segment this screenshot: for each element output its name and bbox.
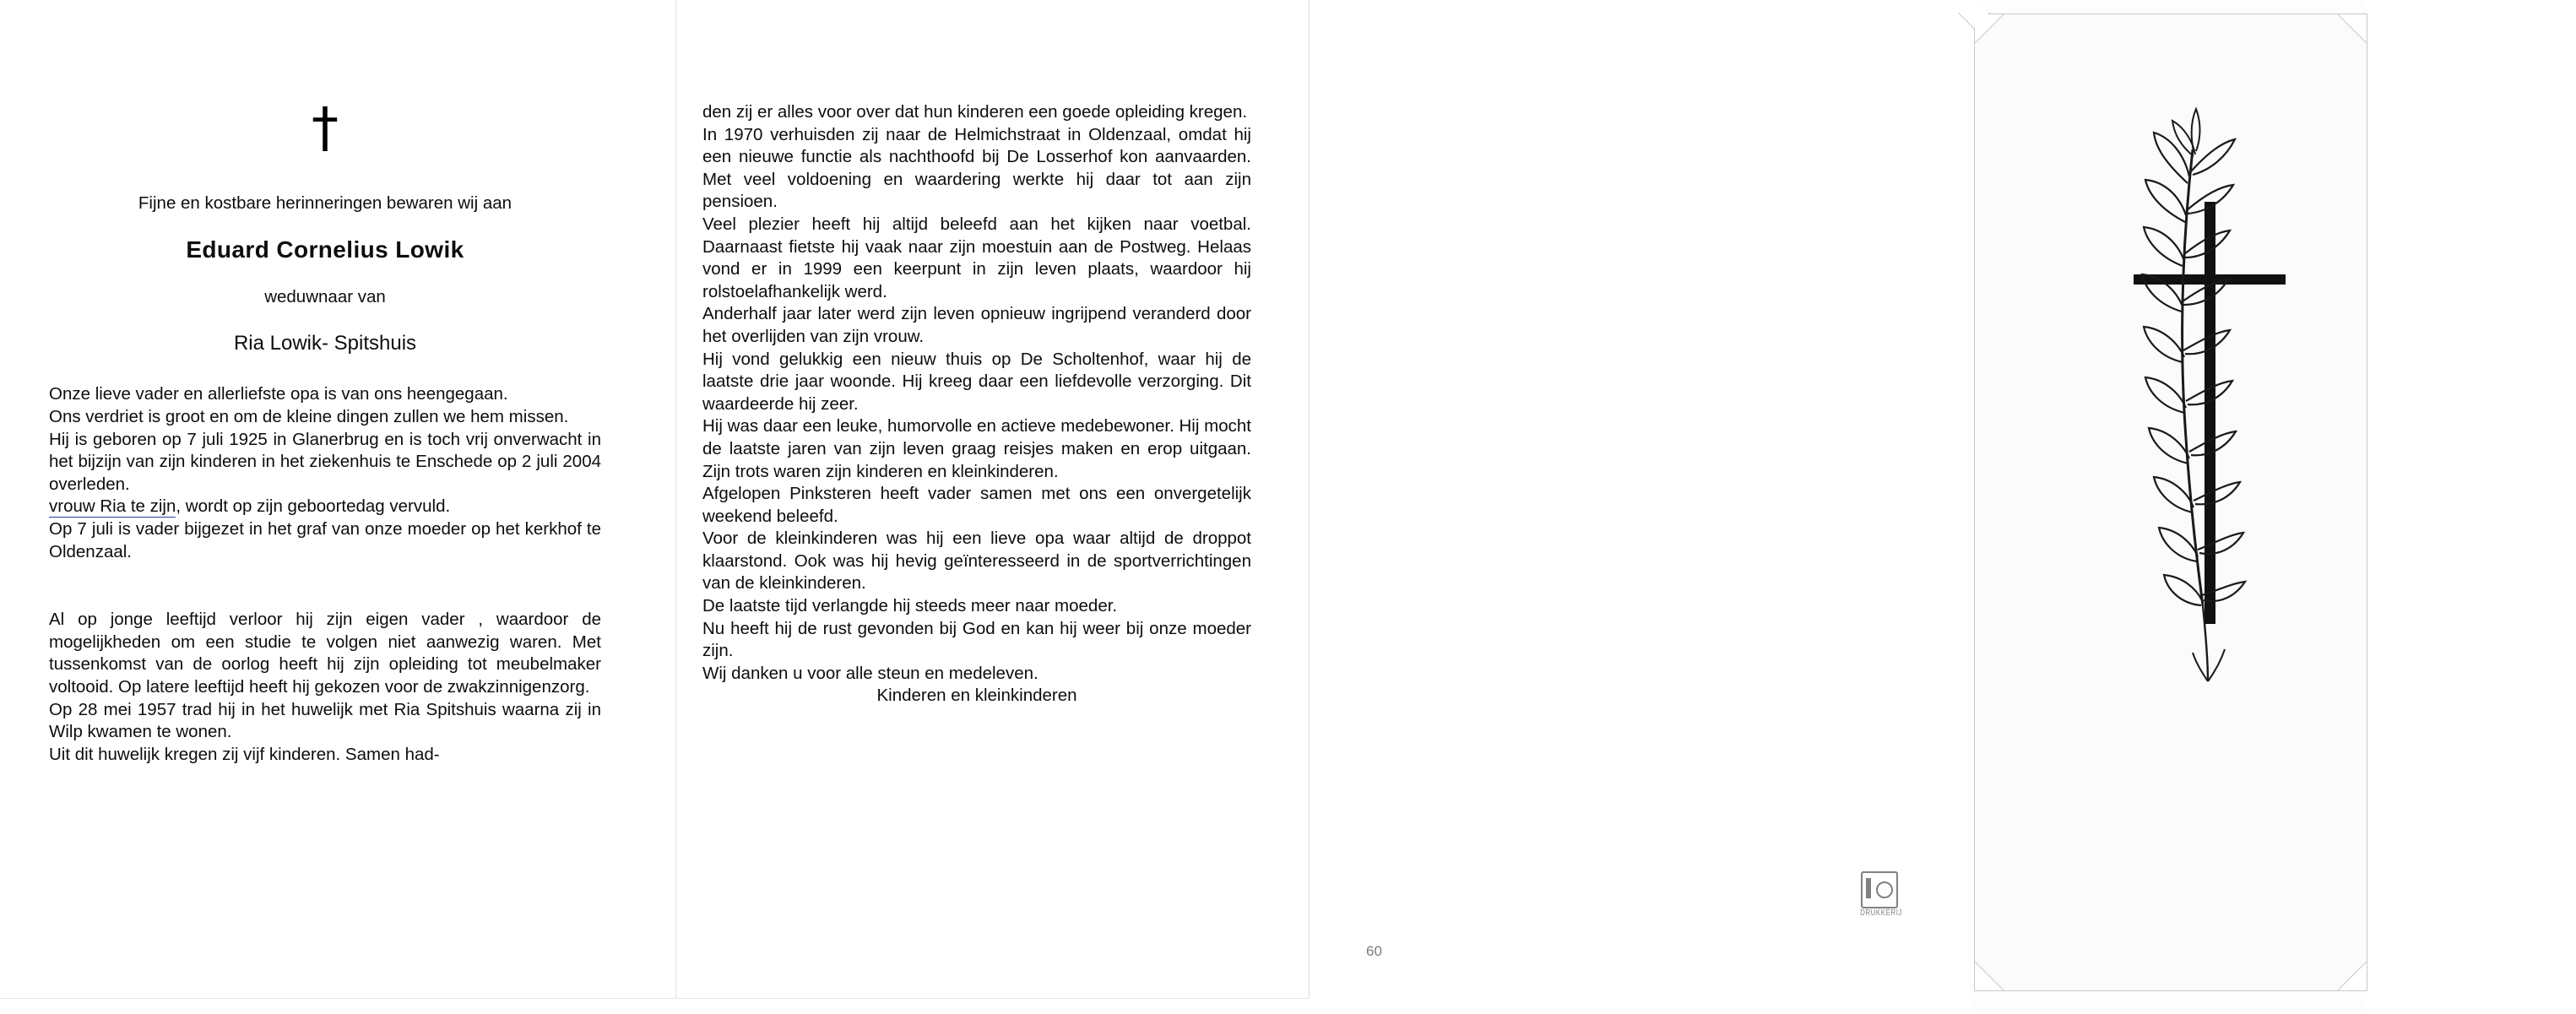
printer-logo-icon <box>1857 870 1905 929</box>
spouse-name: Ria Lowik- Spitshuis <box>233 331 417 355</box>
paragraph: Ons verdriet is groot en om de kleine dingen zullen we hem missen. <box>49 406 569 426</box>
paragraph-text: Hij is geboren op 7 juli 1925 in Glanerbrug en is toch vrij onverwacht in het bijzijn van zijn kinderen in het ziekenhuis te Enschede op 2 juli 2004 overleden. <box>49 429 601 494</box>
paragraph: Voor de kleinkinderen was hij een lieve opa waar altijd de droppot klaarstond. Ook was hij hevig geïnteresseerd in de sportverrichtingen van de kleinkinderen. <box>702 529 1251 594</box>
underlined-phrase: vrouw Ria te zijn <box>49 496 176 517</box>
scan-background-right <box>2366 0 2576 1013</box>
paragraph: Uit dit huwelijk kregen zij vijf kinderen. Samen had- <box>49 744 440 764</box>
cross-with-branch-illustration <box>1975 14 2367 990</box>
closing-thanks: Wij danken u voor alle steun en medeleven. <box>702 663 1039 683</box>
text-column-right <box>702 101 1251 708</box>
paragraph: Op 7 juli is vader bijgezet in het graf van onze moeder op het kerkhof te Oldenzaal. <box>49 518 601 561</box>
scan-background-middle <box>1311 0 1974 1013</box>
paragraph: Veel plezier heeft hij altijd beleefd aan het kijken naar voetbal. Daarnaast fietste hij vaak naar zijn moestuin aan de Postweg. Helaas vond er in 1999 een keerpunt in zijn leven plaats, waardoor hij rolstoelafhankelijk werd. <box>702 214 1251 301</box>
paragraph: In 1970 verhuisden zij naar de Helmichstraat in Oldenzaal, omdat hij een nieuwe functie als nachthoofd bij De Losserhof kon aanvaarden. Met veel voldoening en waardering werkte hij daar tot aan zijn pensioen. <box>702 124 1251 212</box>
paragraph: Op 28 mei 1957 trad hij in het huwelijk met Ria Spitshuis waarna zij in Wilp kwamen te wonen. <box>49 699 601 742</box>
card-right-leaf <box>1974 14 2367 991</box>
paragraph: De laatste tijd verlangde hij steeds meer naar moeder. <box>702 596 1118 616</box>
cross-icon: † <box>312 97 339 160</box>
text-column-left <box>49 97 601 766</box>
paragraph: Al op jonge leeftijd verloor hij zijn eigen vader , waardoor de mogelijkheden om een studie te volgen niet aanwezig waren. Met tussenkomst van de oorlog heeft hij zijn opleiding tot meubelmaker voltooid. Op latere leeftijd heeft hij gekozen voor de zwakzinnigenzorg. <box>49 610 601 697</box>
printer-logo-circle <box>1876 881 1893 898</box>
deceased-name: Eduard Cornelius Lowik <box>186 236 464 263</box>
paragraph: Nu heeft hij de rust gevonden bij God en kan hij weer bij onze moeder zijn. <box>702 618 1251 661</box>
printer-logo-text: DRUKKERIJ <box>1860 907 1902 918</box>
paragraph: Onze lieve vader en allerliefste opa is van ons heengegaan. <box>49 384 508 404</box>
signature: Kinderen en kleinkinderen <box>876 686 1077 706</box>
card-fold-line <box>675 0 676 998</box>
relation-label: weduwnaar van <box>264 287 386 307</box>
paragraph: Hij vond gelukkig een nieuw thuis op De Scholtenhof, waar hij de laatste drie jaar woonde. Hij kreeg daar een liefdevolle verzorging. Dit waardeerde hij zeer. <box>702 349 1251 414</box>
paragraph: Afgelopen Pinksteren heeft vader samen met ons een onvergetelijk weekend beleefd. <box>702 484 1251 526</box>
leaf-bottom-edge <box>0 998 1309 1014</box>
paragraph-birth-death <box>49 429 601 496</box>
paragraph: Hij was daar een leuke, humorvolle en actieve medebewoner. Hij mocht de laatste jaren van zijn leven graag reisjes maken en erop uitgaan. Zijn trots waren zijn kinderen en kleinkinderen. <box>702 416 1251 481</box>
intro-line: Fijne en kostbare herinneringen bewaren wij aan <box>138 193 512 213</box>
page-number: 60 <box>1366 943 1382 959</box>
paragraph: Anderhalf jaar later werd zijn leven opnieuw ingrijpend veranderd door het overlijden van zijn vrouw. <box>702 304 1251 346</box>
paragraph-wish <box>49 496 601 518</box>
paragraph: den zij er alles voor over dat hun kinderen een goede opleiding kregen. <box>702 102 1248 122</box>
paragraph-wish-rest: , wordt op zijn geboortedag vervuld. <box>176 496 451 517</box>
printer-logo-bar <box>1866 878 1871 898</box>
